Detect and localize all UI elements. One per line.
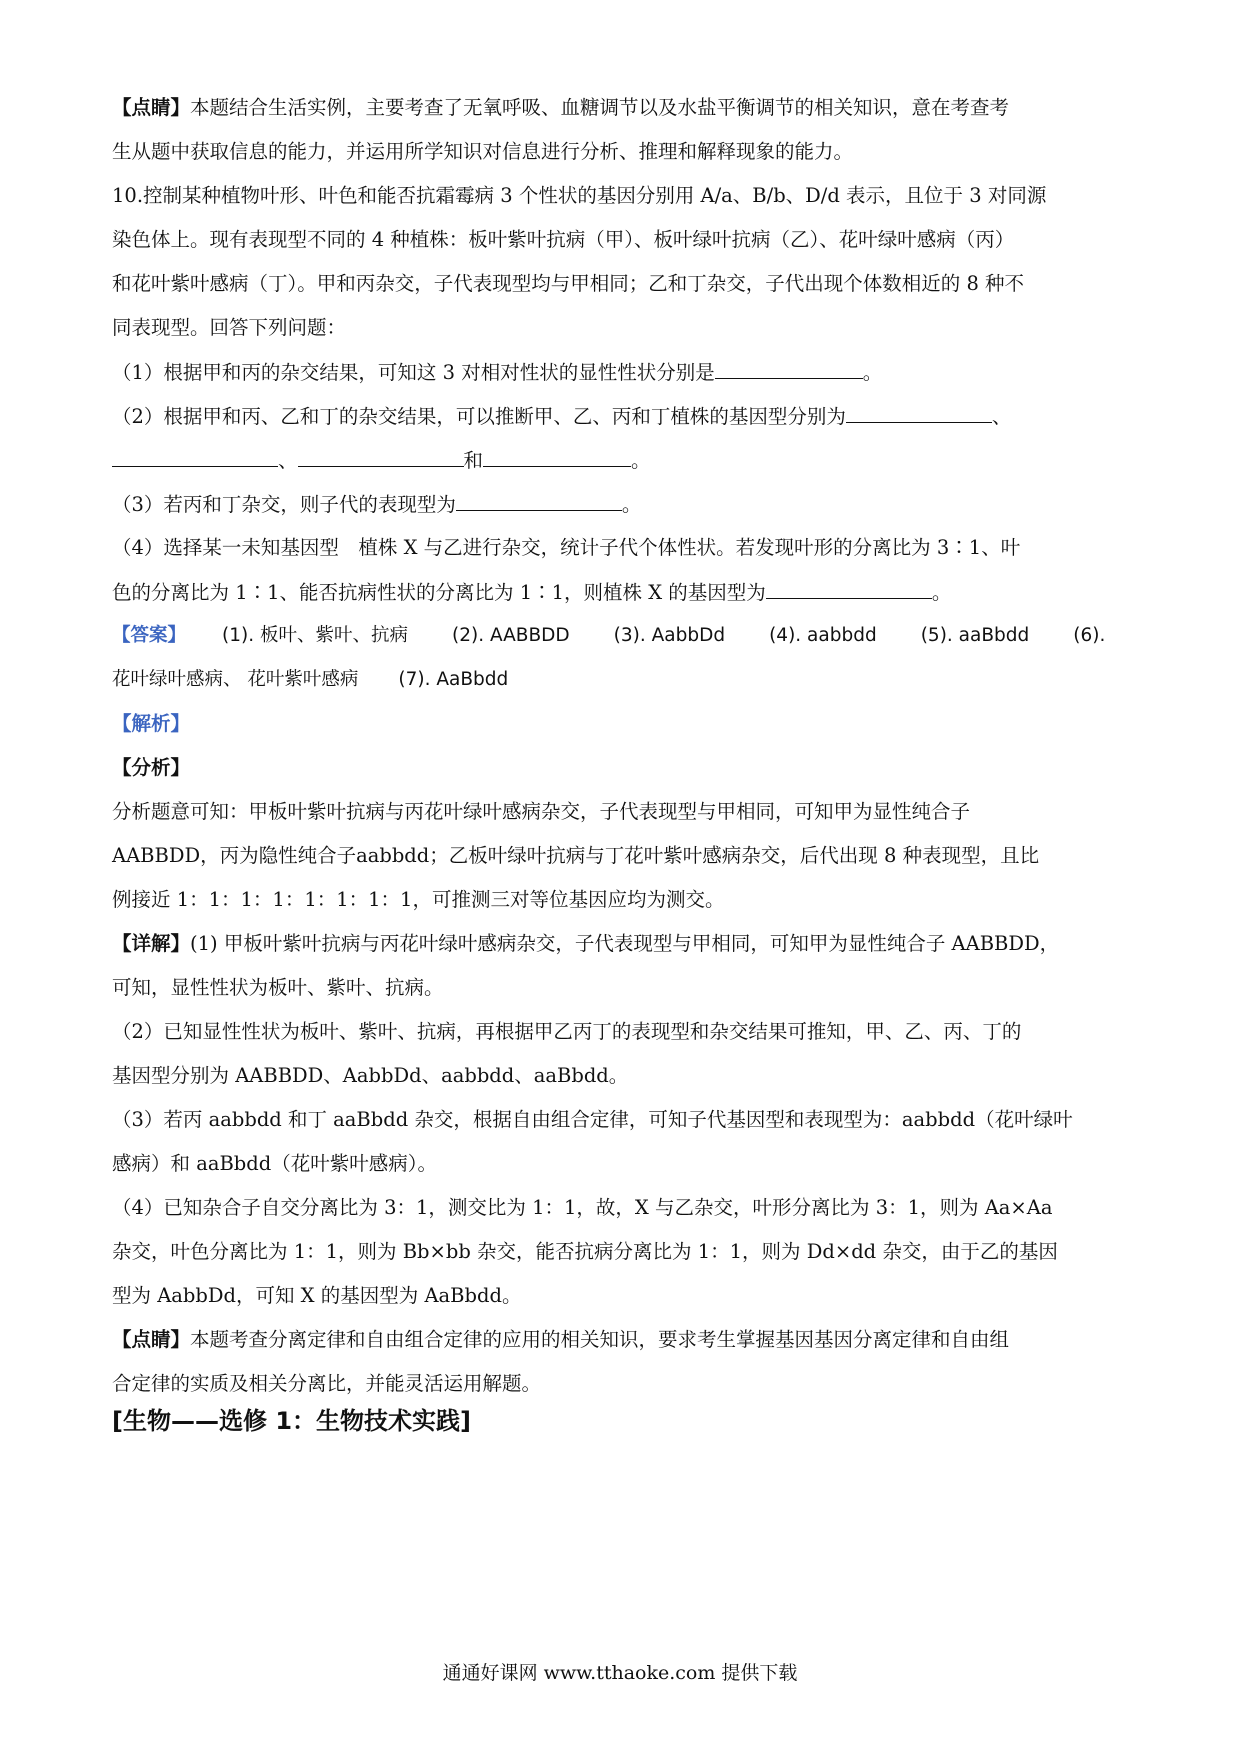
detail-line: （4）已知杂合子自交分离比为 3：1，测交比为 1：1，故，X 与乙杂交，叶形分离比为 3：1，则为 Aa×Aa bbox=[112, 1196, 1053, 1219]
question-stem-line: 10.控制某种植物叶形、叶色和能否抗霜霉病 3 个性状的基因分别用 A/a、B/b、D/d 表示，且位于 3 对同源 bbox=[112, 184, 1047, 207]
section-heading: [生物——选修 1：生物技术实践] bbox=[112, 1407, 471, 1435]
note-text: 本题结合生活实例，主要考查了无氧呼吸、血糖调节以及水盐平衡调节的相关知识，意在考查考 bbox=[190, 96, 1010, 119]
sub-question-1 bbox=[112, 358, 1132, 387]
fenxi-line: 例接近 1：1：1：1：1：1：1：1，可推测三对等位基因应均为测交。 bbox=[112, 888, 725, 911]
answer-blank bbox=[456, 490, 622, 511]
answer-item: (5). aaBbdd bbox=[920, 625, 1030, 646]
sub-question-2-blanks bbox=[112, 446, 1132, 475]
detail-line: 感病）和 aaBbdd（花叶紫叶感病）。 bbox=[112, 1152, 437, 1175]
sub-question-text: （3）若丙和丁杂交，则子代的表现型为 bbox=[112, 493, 456, 516]
detail-line: （3）若丙 aabbdd 和丁 aaBbdd 杂交，根据自由组合定律，可知子代基因型和表现型为：aabbdd（花叶绿叶 bbox=[112, 1108, 1073, 1131]
punctuation: 。 bbox=[862, 361, 883, 384]
sub-question-2 bbox=[112, 402, 1132, 431]
detail-line: 可知，显性性状为板叶、紫叶、抗病。 bbox=[112, 976, 444, 999]
note-tag: 【点睛】 bbox=[112, 1328, 191, 1351]
sub-question-text: （1）根据甲和丙的杂交结果，可知这 3 对相对性状的显性性状分别是 bbox=[112, 361, 715, 384]
answer-blank bbox=[298, 446, 464, 467]
sub-question-4-cont bbox=[112, 578, 1132, 607]
note-paragraph-line bbox=[112, 1326, 1132, 1354]
answer-blank bbox=[483, 446, 631, 467]
note-text: 本题考查分离定律和自由组合定律的应用的相关知识，要求考生掌握基因基因分离定律和自由组 bbox=[190, 1328, 1010, 1351]
punctuation: 。 bbox=[621, 493, 642, 516]
conjunction: 和 bbox=[463, 449, 484, 472]
analysis-tag: 【解析】 bbox=[112, 712, 191, 735]
note-paragraph-line: 合定律的实质及相关分离比，并能灵活运用解题。 bbox=[112, 1372, 542, 1395]
answer-line-2 bbox=[112, 666, 1132, 694]
sub-question-3 bbox=[112, 490, 1132, 519]
punctuation: 、 bbox=[278, 449, 298, 472]
answer-item: (1). 板叶、紫叶、抗病 bbox=[222, 625, 408, 646]
detail-text: (1) 甲板叶紫叶抗病与丙花叶绿叶感病杂交，子代表现型与甲相同，可知甲为显性纯合子 AABBDD， bbox=[190, 932, 1060, 955]
answer-item: (4). aabbdd bbox=[769, 625, 877, 646]
detail-line: 型为 AabbDd，可知 X 的基因型为 AaBbdd。 bbox=[112, 1284, 522, 1307]
answer-blank bbox=[766, 578, 932, 599]
answer-blank bbox=[715, 358, 863, 379]
note-paragraph-line bbox=[112, 94, 1132, 122]
answer-item: (7). AaBbdd bbox=[398, 669, 509, 690]
punctuation: 。 bbox=[631, 449, 651, 472]
sub-question-text: （2）根据甲和丙、乙和丁的杂交结果，可以推断甲、乙、丙和丁植株的基因型分别为 bbox=[112, 405, 846, 428]
answer-line bbox=[112, 622, 1132, 650]
fenxi-line: AABBDD，丙为隐性纯合子aabbdd；乙板叶绿叶抗病与丁花叶紫叶感病杂交，后代出现 8 种表现型，且比 bbox=[112, 844, 1040, 867]
punctuation: 。 bbox=[931, 581, 952, 604]
answer-item: (6). bbox=[1073, 625, 1106, 646]
detail-line: 基因型分别为 AABBDD、AabbDd、aabbdd、aaBbdd。 bbox=[112, 1064, 629, 1087]
answer-item: (2). AABBDD bbox=[451, 625, 570, 646]
question-stem-line: 和花叶紫叶感病（丁）。甲和丙杂交，子代表现型均与甲相同；乙和丁杂交，子代出现个体数相近的 8 种不 bbox=[112, 272, 1025, 295]
answer-item: 花叶绿叶感病、 花叶紫叶感病 bbox=[112, 669, 359, 690]
sub-question-text: 色的分离比为 1∶1、能否抗病性状的分离比为 1∶1，则植株 X 的基因型为 bbox=[112, 581, 766, 604]
detail-line bbox=[112, 930, 1132, 958]
note-tag: 【点睛】 bbox=[112, 96, 191, 119]
sub-question-4: （4）选择某一未知基因型 植株 X 与乙进行杂交，统计子代个体性状。若发现叶形的分离比为 3∶1、叶 bbox=[112, 536, 1021, 559]
answer-blank bbox=[846, 402, 992, 423]
answer-item: (3). AabbDd bbox=[613, 625, 726, 646]
answer-blank bbox=[112, 446, 278, 467]
detail-tag: 【详解】 bbox=[112, 932, 191, 955]
detail-line: 杂交，叶色分离比为 1：1，则为 Bb×bb 杂交，能否抗病分离比为 1：1，则为 Dd×dd 杂交，由于乙的基因 bbox=[112, 1240, 1058, 1263]
punctuation: 、 bbox=[991, 405, 1012, 428]
detail-line: （2）已知显性性状为板叶、紫叶、抗病，再根据甲乙丙丁的表现型和杂交结果可推知，甲、乙、丙、丁的 bbox=[112, 1020, 1022, 1043]
fenxi-tag: 【分析】 bbox=[112, 756, 191, 779]
page-footer: 通通好课网 www.tthaoke.com 提供下载 bbox=[442, 1662, 798, 1684]
fenxi-line: 分析题意可知：甲板叶紫叶抗病与丙花叶绿叶感病杂交，子代表现型与甲相同，可知甲为显性纯合子 bbox=[112, 800, 971, 823]
note-paragraph-line: 生从题中获取信息的能力，并运用所学知识对信息进行分析、推理和解释现象的能力。 bbox=[112, 140, 854, 163]
question-stem-line: 同表现型。回答下列问题： bbox=[112, 316, 347, 339]
answer-tag: 【答案】 bbox=[112, 625, 187, 646]
question-stem-line: 染色体上。现有表现型不同的 4 种植株：板叶紫叶抗病（甲）、板叶绿叶抗病（乙）、花叶绿叶感病（丙） bbox=[112, 228, 1015, 251]
